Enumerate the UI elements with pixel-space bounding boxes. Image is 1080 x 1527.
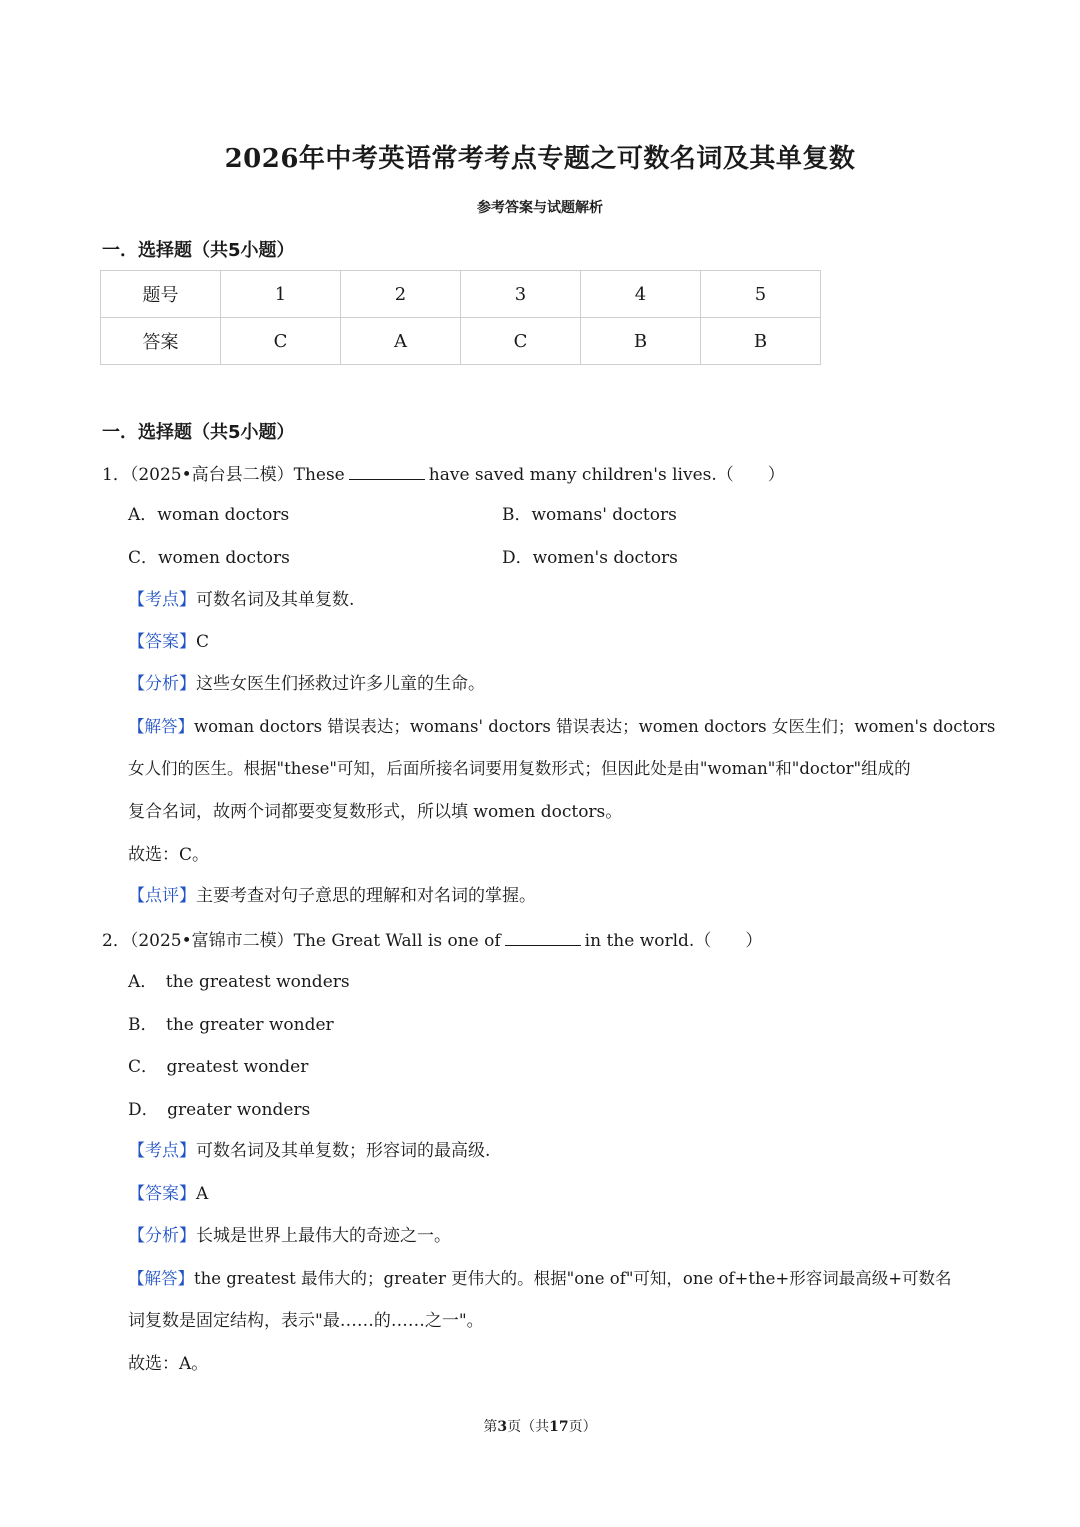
table-cell: B	[581, 318, 701, 365]
kaodian-line	[128, 1139, 490, 1163]
answer-table	[100, 270, 821, 365]
table-cell: 题号	[101, 271, 221, 318]
option-b: B．womans' doctors	[502, 505, 677, 525]
page-footer	[0, 1416, 1080, 1436]
table-cell: 5	[701, 271, 821, 318]
stem-text: have saved many children's lives.（ ）	[428, 465, 785, 485]
option-d: D．women's doctors	[502, 548, 678, 568]
table-cell: 3	[461, 271, 581, 318]
table-cell: 4	[581, 271, 701, 318]
stem-text: in the world.（ ）	[584, 931, 763, 951]
analysis-line	[128, 672, 485, 696]
option-d: D． greater wonders	[128, 1100, 311, 1120]
analysis-tag: 【分析】	[128, 1226, 196, 1246]
kaodian-line	[128, 588, 354, 612]
table-cell: 答案	[101, 318, 221, 365]
option-a: A．woman doctors	[128, 505, 290, 525]
question-2-stem	[102, 927, 762, 953]
section-heading: 一．选择题（共5小题）	[102, 240, 295, 261]
solution-text: woman doctors 错误表达；womans' doctors 错误表达；women doctors 女医生们；women's doctors	[194, 717, 996, 736]
solution-line: 词复数是固定结构，表示"最……的……之一"。	[128, 1311, 484, 1331]
solution-line: 复合名词，故两个词都要变复数形式，所以填 women doctors。	[128, 802, 623, 822]
kaodian-tag: 【考点】	[128, 590, 196, 610]
answer-text: A	[196, 1184, 209, 1204]
analysis-text: 长城是世界上最伟大的奇迹之一。	[196, 1226, 451, 1246]
stem-text: 2．（2025•富锦市二模）The Great Wall is one of	[102, 931, 501, 951]
option-c: C． greatest wonder	[128, 1057, 309, 1077]
comment-tag: 【点评】	[128, 886, 196, 906]
page-subtitle: 参考答案与试题解析	[477, 200, 603, 216]
solution-line	[128, 1267, 952, 1291]
page-number: 3	[497, 1419, 508, 1435]
comment-text: 主要考查对句子意思的理解和对名词的掌握。	[196, 886, 536, 906]
footer-text: 页）	[568, 1419, 597, 1435]
table-cell: C	[221, 318, 341, 365]
answer-tag: 【答案】	[128, 1184, 196, 1204]
answer-tag: 【答案】	[128, 632, 196, 652]
analysis-text: 这些女医生们拯救过许多儿童的生命。	[196, 674, 485, 694]
solution-tag: 【解答】	[128, 717, 194, 736]
analysis-tag: 【分析】	[128, 674, 196, 694]
kaodian-text: 可数名词及其单复数；形容词的最高级.	[196, 1141, 491, 1161]
answer-text: C	[196, 632, 210, 652]
footer-text: 第	[483, 1419, 498, 1435]
table-row	[101, 318, 821, 365]
page-total: 17	[549, 1419, 569, 1435]
table-cell: C	[461, 318, 581, 365]
table-cell: 2	[341, 271, 461, 318]
solution-line: 女人们的医生。根据"these"可知，后面所接名词要用复数形式；但因此处是由"woman"和"doctor"组成的	[128, 759, 911, 778]
table-row	[101, 271, 821, 318]
solution-text: the greatest 最伟大的；greater 更伟大的。根据"one of"可知，one of+the+形容词最高级+可数名	[194, 1269, 952, 1288]
choice-line: 故选：C。	[128, 845, 210, 865]
answer-blank	[505, 927, 581, 946]
option-b: B． the greater wonder	[128, 1015, 334, 1035]
table-cell: 1	[221, 271, 341, 318]
solution-line	[128, 715, 995, 739]
page-title: 2026年中考英语常考考点专题之可数名词及其单复数	[224, 144, 856, 174]
choice-line: 故选：A。	[128, 1354, 209, 1374]
kaodian-text: 可数名词及其单复数.	[196, 590, 355, 610]
table-cell: A	[341, 318, 461, 365]
option-a: A． the greatest wonders	[128, 972, 350, 992]
comment-line	[128, 884, 536, 908]
answer-line	[128, 1182, 208, 1206]
stem-text: 1．（2025•高台县二模）These	[102, 465, 345, 485]
table-cell: B	[701, 318, 821, 365]
analysis-line	[128, 1224, 451, 1248]
answer-blank	[349, 461, 425, 480]
section-heading: 一．选择题（共5小题）	[102, 422, 295, 443]
solution-tag: 【解答】	[128, 1269, 194, 1288]
footer-text: 页（共	[507, 1419, 550, 1435]
option-c: C．women doctors	[128, 548, 290, 568]
question-1-stem	[102, 461, 785, 487]
kaodian-tag: 【考点】	[128, 1141, 196, 1161]
answer-line	[128, 630, 209, 654]
